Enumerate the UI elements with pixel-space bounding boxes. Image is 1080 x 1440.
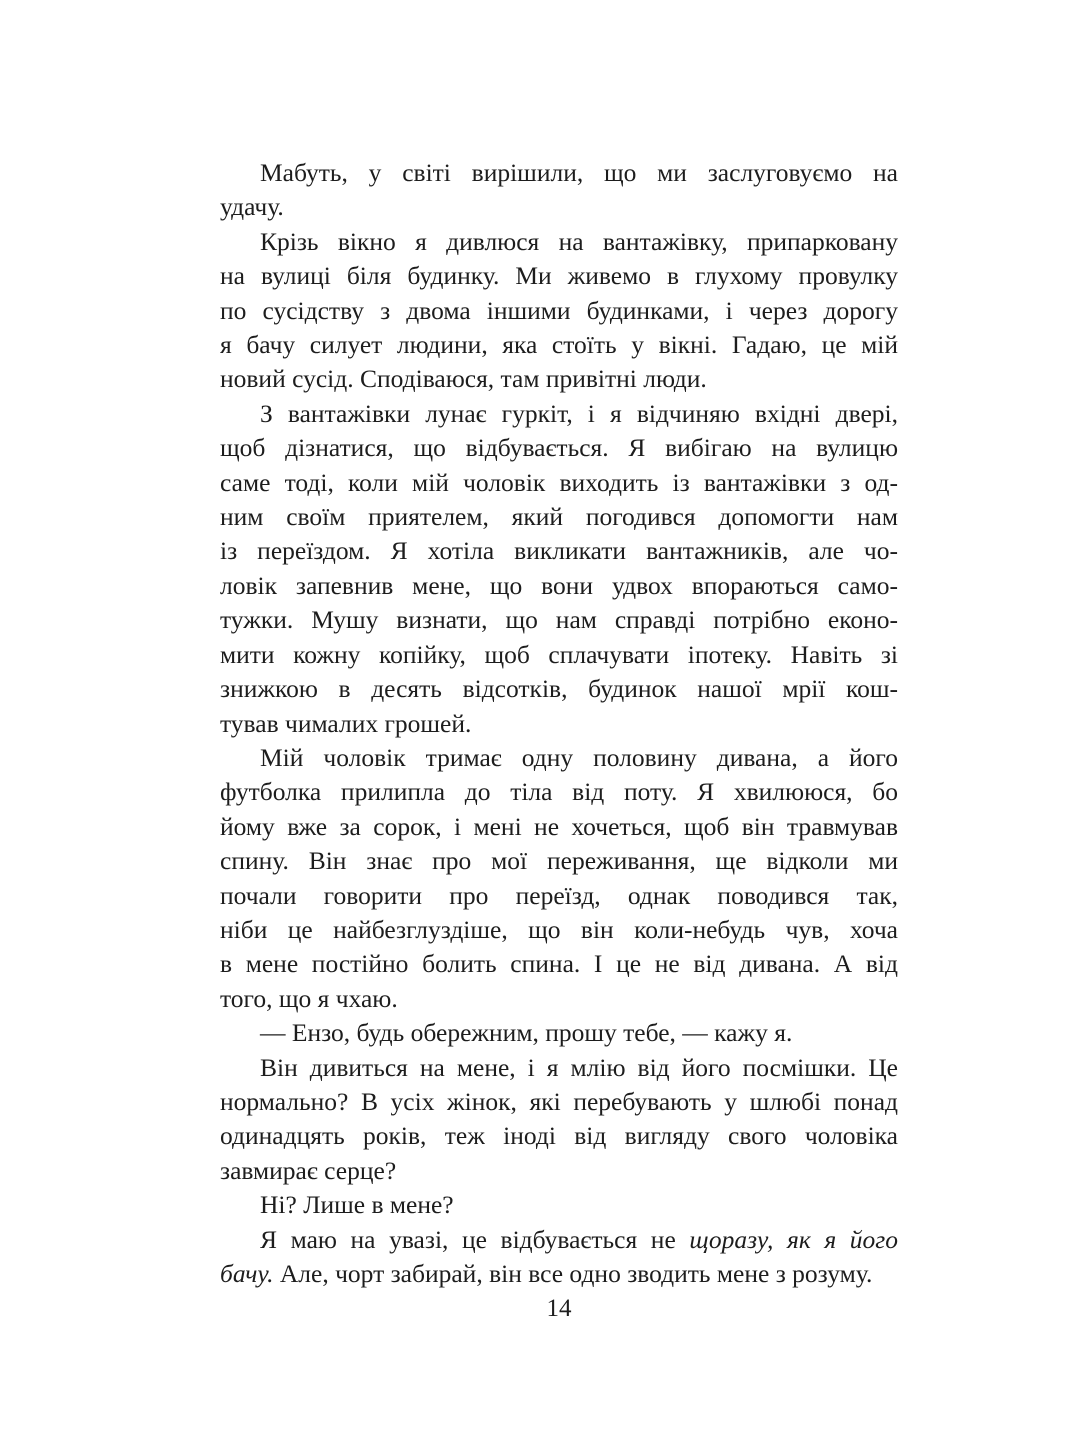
- text-segment: мити кожну копійку, щоб сплачувати іпотеку. Навіть зі: [220, 639, 898, 669]
- text-segment: Але, чорт забирай, він все одно зводить мене з розуму.: [273, 1259, 873, 1288]
- page-number: 14: [546, 1295, 572, 1322]
- text-line: [220, 1051, 898, 1085]
- text-line: [220, 982, 898, 1016]
- text-segment: Я маю на увазі, це відбувається не: [260, 1224, 690, 1254]
- text-line: [220, 741, 898, 775]
- text-line: [220, 225, 898, 259]
- text-segment: — Ензо, будь обережним, прошу тебе, — кажу я.: [260, 1018, 793, 1048]
- paragraph: [220, 156, 898, 225]
- text-segment: завмирає серце?: [220, 1155, 397, 1185]
- text-line: [220, 1154, 898, 1188]
- paragraph: [220, 1051, 898, 1189]
- text-line: [220, 1223, 898, 1257]
- text-segment: із переїздом. Я хотіла викликати вантажників, але чо-: [220, 536, 898, 566]
- text-line: [220, 603, 898, 637]
- text-segment: Мій чоловік тримає одну половину дивана, а його: [260, 742, 898, 772]
- text-line: [220, 259, 898, 293]
- text-segment: знижкою в десять відсотків, будинок нашої мрії кош-: [220, 674, 898, 704]
- text-line: [220, 156, 898, 190]
- text-block: [220, 156, 898, 1291]
- text-segment: того, що я чхаю.: [220, 983, 398, 1013]
- text-segment: в мене постійно болить спина. І це не від дивана. А від: [220, 949, 898, 979]
- text-segment: Крізь вікно я дивлюся на вантажівку, припарковану: [260, 226, 898, 256]
- text-segment: Ні? Лише в мене?: [260, 1190, 454, 1220]
- text-segment: новий сусід. Сподіваюся, там привітні люди.: [220, 364, 707, 394]
- text-segment: йому вже за сорок, і мені не хочеться, щоб він травмував: [220, 811, 898, 841]
- text-line: [220, 879, 898, 913]
- text-segment: ним своїм приятелем, який погодився допомогти нам: [220, 502, 898, 532]
- text-line: [220, 569, 898, 603]
- text-line: [220, 947, 898, 981]
- text-line: [220, 466, 898, 500]
- paragraph: [220, 397, 898, 741]
- text-segment: на вулиці біля будинку. Ми живемо в глухому провулку: [220, 261, 898, 291]
- text-line: [220, 638, 898, 672]
- text-segment: Мабуть, у світі вирішили, що ми заслуговуємо на: [260, 158, 898, 187]
- text-line: [220, 672, 898, 706]
- text-segment: бачу.: [220, 1259, 274, 1288]
- text-segment: спину. Він знає про мої переживання, ще відколи ми: [220, 846, 898, 876]
- text-line: [220, 431, 898, 465]
- text-line: [220, 1257, 898, 1291]
- paragraph: [220, 1188, 898, 1222]
- text-segment: нормально? В усіх жінок, які перебувають у шлюбі понад: [220, 1086, 898, 1116]
- text-segment: футболка прилипла до тіла від поту. Я хвилююся, бо: [220, 777, 898, 807]
- text-segment: З вантажівки лунає гуркіт, і я відчиняю вхідні двері,: [260, 398, 898, 428]
- text-line: [220, 534, 898, 568]
- text-line: [220, 1188, 898, 1222]
- text-segment: удачу.: [220, 192, 284, 222]
- text-line: [220, 844, 898, 878]
- text-line: [220, 707, 898, 741]
- text-line: [220, 328, 898, 362]
- text-line: [220, 362, 898, 396]
- text-segment: ніби це найбезглуздіше, що він коли-небудь чув, хоча: [220, 914, 898, 944]
- text-segment: по сусідству з двома іншими будинками, і через дорогу: [220, 295, 898, 325]
- text-line: [220, 500, 898, 534]
- text-line: [220, 1016, 898, 1050]
- paragraph: [220, 1016, 898, 1050]
- text-line: [220, 190, 898, 224]
- text-segment: саме тоді, коли мій чоловік виходить із вантажівки з од-: [220, 467, 898, 497]
- paragraph: [220, 1223, 898, 1292]
- text-segment: одинадцять років, теж іноді від вигляду свого чоловіка: [220, 1121, 898, 1151]
- text-segment: почали говорити про переїзд, однак поводився так,: [220, 880, 898, 910]
- text-segment: тував чималих грошей.: [220, 708, 472, 738]
- text-segment: тужки. Мушу визнати, що нам справді потрібно еконо-: [220, 605, 898, 635]
- text-line: [220, 294, 898, 328]
- text-segment: щоразу, як я його: [689, 1224, 898, 1254]
- paragraph: [220, 225, 898, 397]
- text-line: [220, 775, 898, 809]
- text-line: [220, 1085, 898, 1119]
- text-line: [220, 913, 898, 947]
- text-segment: Він дивиться на мене, і я млію від його посмішки. Це: [260, 1052, 898, 1082]
- text-line: [220, 1119, 898, 1153]
- text-segment: я бачу силует людини, яка стоїть у вікні. Гадаю, це мій: [220, 330, 898, 360]
- text-segment: щоб дізнатися, що відбувається. Я вибігаю на вулицю: [220, 433, 898, 463]
- text-line: [220, 397, 898, 431]
- paragraph: [220, 741, 898, 1016]
- text-line: [220, 810, 898, 844]
- text-segment: ловік запевнив мене, що вони удвох впораються само-: [220, 570, 898, 600]
